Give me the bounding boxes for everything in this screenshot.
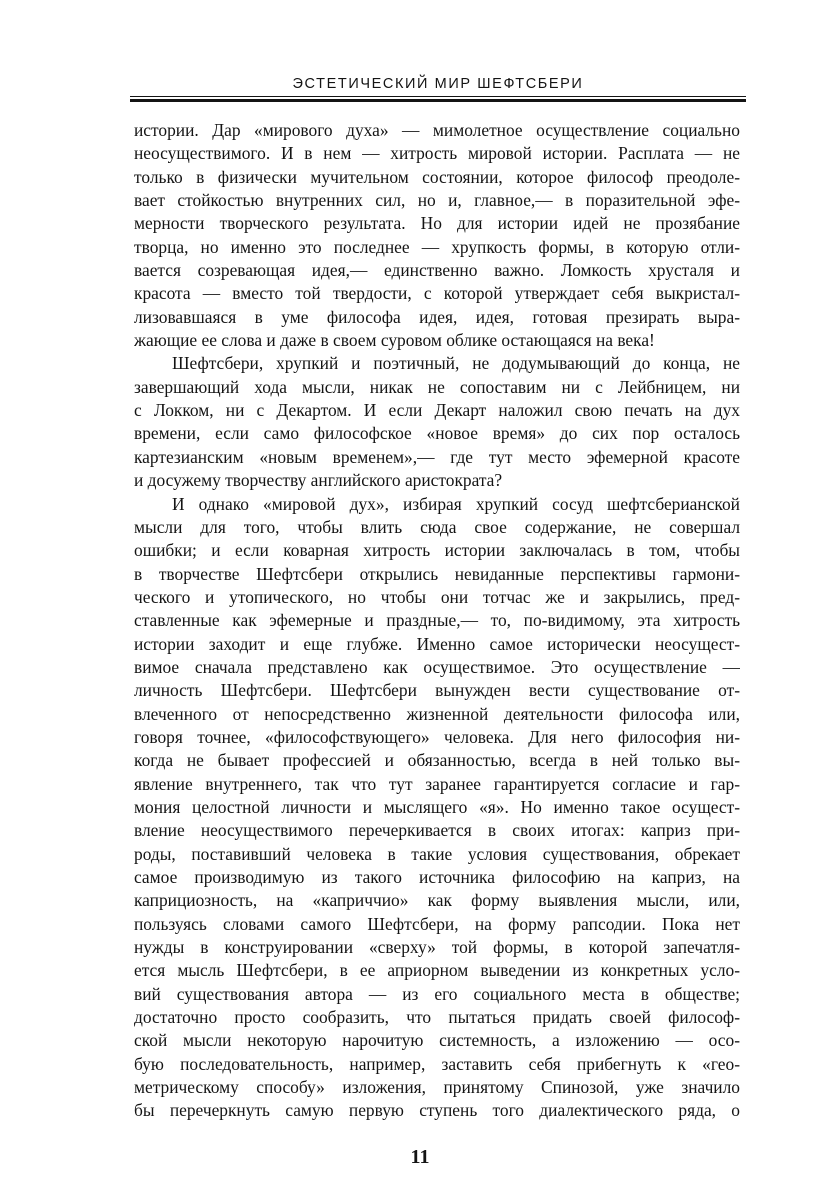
text-line: картезианским «новым временем»,— где тут место эфемерной красоте bbox=[134, 446, 740, 467]
text-line: истории. Дар «мирового духа» — мимолетное осуществление социально bbox=[134, 120, 740, 140]
text-line: ской мысли некоторую нарочитую системность, а изложению — осо- bbox=[134, 1030, 740, 1051]
text-line: бую последовательность, например, заставить себя прибегнуть к «гео- bbox=[134, 1053, 740, 1074]
text-line: нужды в конструировании «сверху» той формы, в которой запечатля- bbox=[134, 937, 740, 958]
text-line: вление неосуществимого перечеркивается в своих итогах: каприз при- bbox=[134, 820, 740, 841]
text-line: пользуясь словами самого Шефтсбери, на форму рапсодии. Пока нет bbox=[134, 913, 740, 934]
text-line: явление внутреннего, так что тут заранее гарантируется согласие и гар- bbox=[134, 773, 740, 794]
text-line: в творчестве Шефтсбери открылись невиданные перспективы гармони- bbox=[134, 563, 740, 584]
text-line: мония целостной личности и мыслящего «я». Но именно такое осущест- bbox=[134, 796, 740, 817]
text-line: вимое сначала представлено как осуществимое. Это осуществление — bbox=[134, 656, 740, 677]
text-line: с Локком, ни с Декартом. И если Декарт наложил свою печать на дух bbox=[134, 400, 740, 421]
text-line: мерности творческого результата. Но для истории идей не прозябание bbox=[134, 213, 740, 234]
text-line: самое производимую из такого источника философию на каприз, на bbox=[134, 867, 740, 887]
text-line: говоря точнее, «философствующего» человека. Для него философия ни- bbox=[134, 726, 740, 747]
text-line: каприциозность, на «каприччио» как форму выявления мысли, или, bbox=[134, 890, 740, 911]
text-line: мысли для того, чтобы влить сюда свое содержание, не совершал bbox=[134, 516, 740, 537]
text-line: ошибки; и если коварная хитрость истории заключалась в том, чтобы bbox=[134, 540, 740, 561]
text-line: красота — вместо той твердости, с которой утверждает себя выкристал- bbox=[134, 283, 740, 304]
text-line: метрическому способу» изложения, принятому Спинозой, уже значило bbox=[134, 1077, 740, 1098]
header-rule-thick bbox=[130, 99, 746, 102]
text-line: И однако «мировой дух», избирая хрупкий сосуд шефтсберианской bbox=[172, 493, 740, 514]
text-line: истории заходит и еще глубже. Именно самое исторически неосущест- bbox=[134, 633, 740, 654]
text-line: вается созревающая идея,— единственно важно. Ломкость хрусталя и bbox=[134, 260, 740, 281]
text-line: вий существования автора — из его социального места в обществе; bbox=[134, 983, 740, 1004]
text-line: завершающий хода мысли, никак не сопоставим ни с Лейбницем, ни bbox=[134, 376, 740, 397]
text-line: личность Шефтсбери. Шефтсбери вынужден вести существование от- bbox=[134, 680, 740, 701]
body-text bbox=[134, 119, 740, 1123]
text-line: ческого и утопического, но чтобы они тотчас же и закрылись, пред- bbox=[134, 586, 740, 607]
text-line: роды, поставивший человека в такие условия существования, обрекает bbox=[134, 843, 740, 864]
text-line: влеченного от непосредственно жизненной деятельности философа или, bbox=[134, 703, 740, 724]
text-line: вает стойкостью внутренних сил, но и, главное,— в поразительной эфе- bbox=[134, 190, 740, 211]
text-line: Шефтсбери, хрупкий и поэтичный, не додумывающий до конца, не bbox=[172, 353, 740, 374]
text-line: жающие ее слова и даже в своем суровом облике остающаяся на века! bbox=[134, 330, 655, 351]
text-line: лизовавшаяся в уме философа идея, идея, готовая презирать выра- bbox=[134, 306, 740, 327]
page-number: 11 bbox=[410, 1146, 430, 1169]
header-rule-thin bbox=[130, 96, 746, 97]
text-line: когда не бывает профессией и обязанностью, всегда в ней только вы- bbox=[134, 750, 740, 771]
text-line: времени, если само философское «новое время» до сих пор осталось bbox=[134, 423, 740, 444]
text-line: творца, но именно это последнее — хрупкость формы, в которую отли- bbox=[134, 236, 740, 257]
text-line: только в физически мучительном состоянии, которое философ преодоле- bbox=[134, 166, 740, 187]
text-line: достаточно просто сообразить, что пытаться придать своей философ- bbox=[134, 1007, 740, 1028]
text-line: неосуществимого. И в нем — хитрость мировой истории. Расплата — не bbox=[134, 143, 740, 164]
running-head: ЭСТЕТИЧЕСКИЙ МИР ШЕФТСБЕРИ bbox=[292, 76, 584, 92]
text-line: ется мысль Шефтсбери, в ее априорном выведении из конкретных усло- bbox=[134, 960, 740, 981]
text-line: бы перечеркнуть самую первую ступень того диалектического ряда, о bbox=[134, 1100, 740, 1121]
text-line: ставленные как эфемерные и праздные,— то, по-видимому, эта хитрость bbox=[134, 610, 740, 631]
text-line: и досужему творчеству английского аристократа? bbox=[134, 470, 503, 491]
